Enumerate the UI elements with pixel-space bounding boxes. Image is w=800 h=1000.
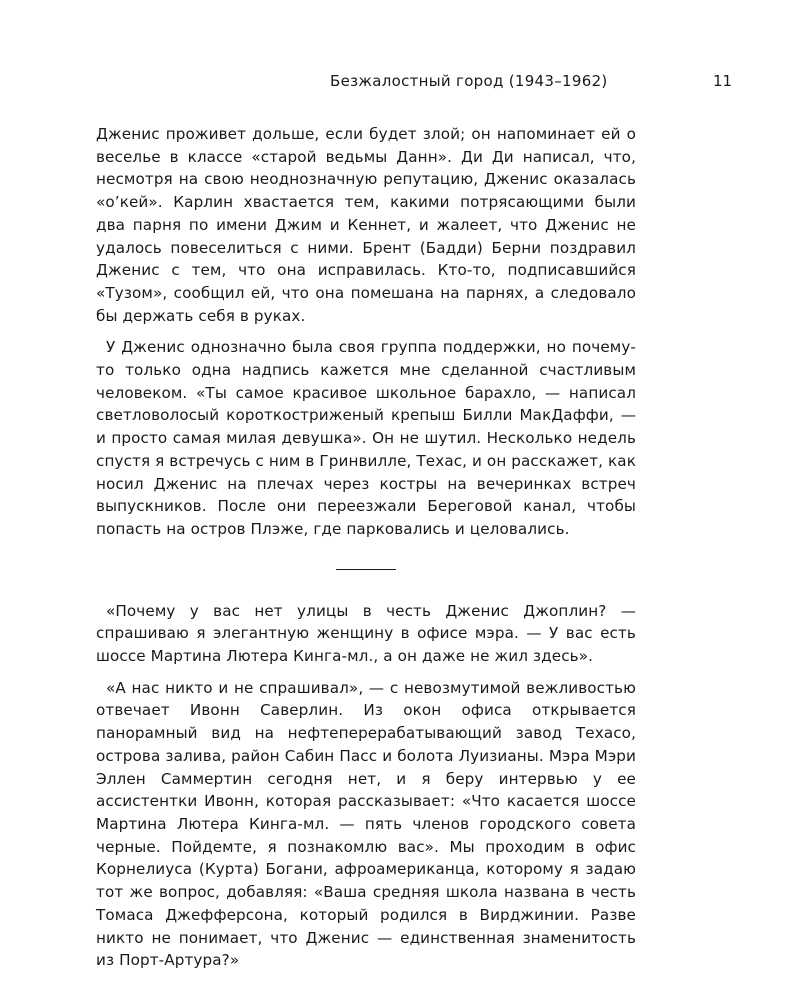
paragraph-3: «Почему у вас нет улицы в честь Дженис Джоплин? — спрашиваю я элегантную женщину в офисе мэра. — У вас есть шоссе Мартина Лютера Кинга-мл., а он даже не жил здесь».	[96, 601, 636, 666]
page-number: 11	[713, 72, 733, 90]
paragraph-4: «А нас никто и не спрашивал», — с невозмутимой вежливостью отвечает Ивонн Саверлин. Из окон офиса открывается панорамный вид на нефтеперерабатывающий завод Техасо, острова залива, район Сабин Пасс и болота Луизианы. Мэра Мэри Эллен Саммертин сегодня нет, и я беру интервью у ее ассистентки Ивонн, которая рассказывает: «Что касается шоссе Мартина Лютера Кинга-мл. — пять членов городского совета черные. Пойдемте, я познакомлю вас». Мы проходим в офис Корнелиуса (Курта) Богани, афроамериканца, которому я задаю тот же вопрос, добавляя: «Ваша средняя школа названа в честь Томаса Джефферсона, который родился в Вирджинии. Разве никто не понимает, что Дженис — единственная знаменитость из Порт-Артура?»	[96, 678, 636, 970]
paragraph-1: Дженис проживет дольше, если будет злой; он напоминает ей о веселье в классе «старой ведьмы Данн». Ди Ди написал, что, несмотря на свою неоднозначную репутацию, Дженис оказалась «о’кей». Карлин хвастается тем, какими потрясающими были два парня по имени Джим и Кеннет, и жалеет, что Дженис не удалось повеселиться с ними. Брент (Бадди) Берни поздравил Дженис с тем, что она исправилась. Кто-то, подписавшийся «Тузом», сообщил ей, что она помешана на парнях, а следовало бы держать себя в руках.	[96, 125, 636, 325]
paragraph-2: У Дженис однозначно была своя группа поддержки, но почему-то только одна надпись кажется мне сделанной счастливым человеком. «Ты самое красивое школьное барахло, — написал светловолосый короткостриженый крепыш Билли МакДаффи, — и просто самая милая девушка». Он не шутил. Несколько недель спустя я встречусь с ним в Гринвилле, Техас, и он расскажет, как носил Дженис на плечах через костры на вечеринках встреч выпускников. После они переезжали Береговой канал, чтобы попасть на остров Плэже, где парковались и целовались.	[96, 338, 636, 538]
running-head-title: Безжалостный город (1943–1962)	[330, 72, 608, 90]
body-text	[96, 123, 636, 972]
section-break-rule	[336, 569, 396, 570]
